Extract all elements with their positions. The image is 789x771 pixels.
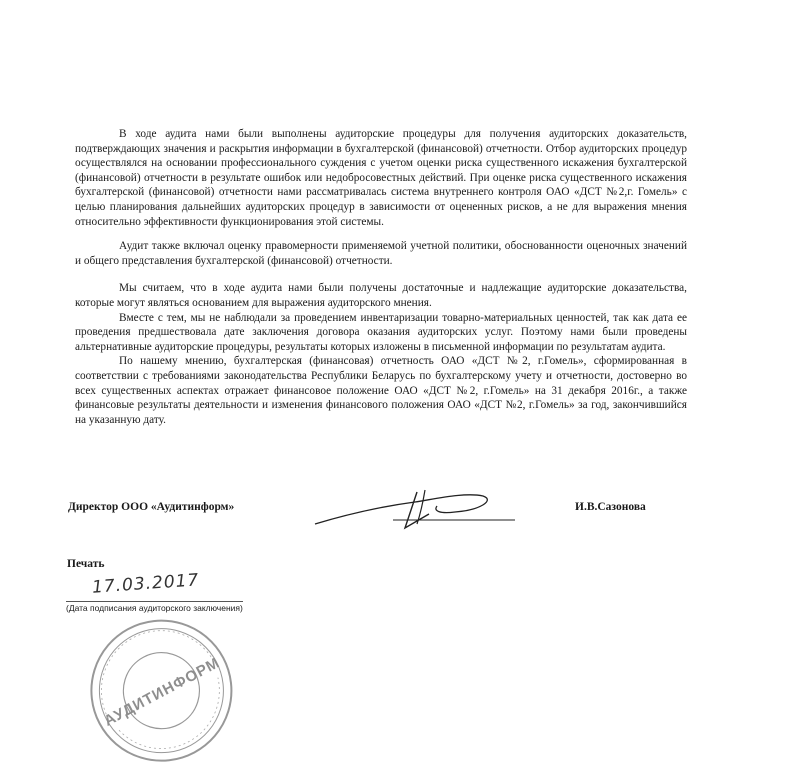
paragraph-inventory-note: Вместе с тем, мы не наблюдали за проведением инвентаризации товарно-материальных ценностей, так как дата ее проведения предшествовала дате заключения договора оказания аудиторских услуг. Поэтому нами были проведены альтернативные аудиторские процедуры, результаты которых изложены в письменной информации по результатам аудита. [75,311,687,353]
paragraph-sufficient-evidence: Мы считаем, что в ходе аудита нами были получены достаточные и надлежащие аудиторские доказательства, которые могут являться основанием для выражения аудиторского мнения. [75,282,687,309]
paragraph-accounting-policy: Аудит также включал оценку правомерности применяемой учетной политики, обоснованности оценочных значений и общего представления бухгалтерской (финансовой) отчетности. [75,240,687,267]
audit-opinion-text [75,127,687,427]
paragraph-audit-procedures: В ходе аудита нами были выполнены аудиторские процедуры для получения аудиторских доказательств, подтверждающих значения и раскрытия информации в бухгалтерской (финансовой) отчетности. Отбор аудиторских процедур осуществлялся на основании профессионального суждения с учетом оценки риска существенного искажения бухгалтерской (финансовой) отчетности в результате ошибок или недобросовестных действий. При оценке риска существенного искажения бухгалтерской (финансовой) отчетности нами рассматривалась система внутреннего контроля ОАО «ДСТ №2,г. Гомель» с целью планирования дальнейших аудиторских процедур в зависимости от оцененных рисков, а не для выражения мнения относительно эффективности функционирования этой системы. [75,128,687,228]
signing-date-caption: (Дата подписания аудиторского заключения) [66,603,243,613]
stamp-label: Печать [67,558,105,570]
paragraph-opinion: По нашему мнению, бухгалтерская (финансовая) отчетность ОАО «ДСТ №2, г.Гомель», сформированная в соответствии с требованиями законодательства Республики Беларусь по бухгалтерскому учету и отчетности, достоверно во всех существенных аспектах отражает финансовое положение ОАО «ДСТ №2, г.Гомель» на 31 декабря 2016г., а также финансовые результаты деятельности и изменения финансового положения ОАО «ДСТ №2, г.Гомель» за год, закончившийся на указанную дату. [75,355,687,426]
director-title: Директор ООО «Аудитинформ» [68,501,235,513]
handwritten-signature [305,478,520,538]
director-name: И.В.Сазонова [575,501,646,513]
signing-date-handwritten: 17.03.2017 [91,570,200,598]
company-seal-stamp [62,598,237,768]
seal-text: АУДИТИНФОРМ [101,654,223,730]
